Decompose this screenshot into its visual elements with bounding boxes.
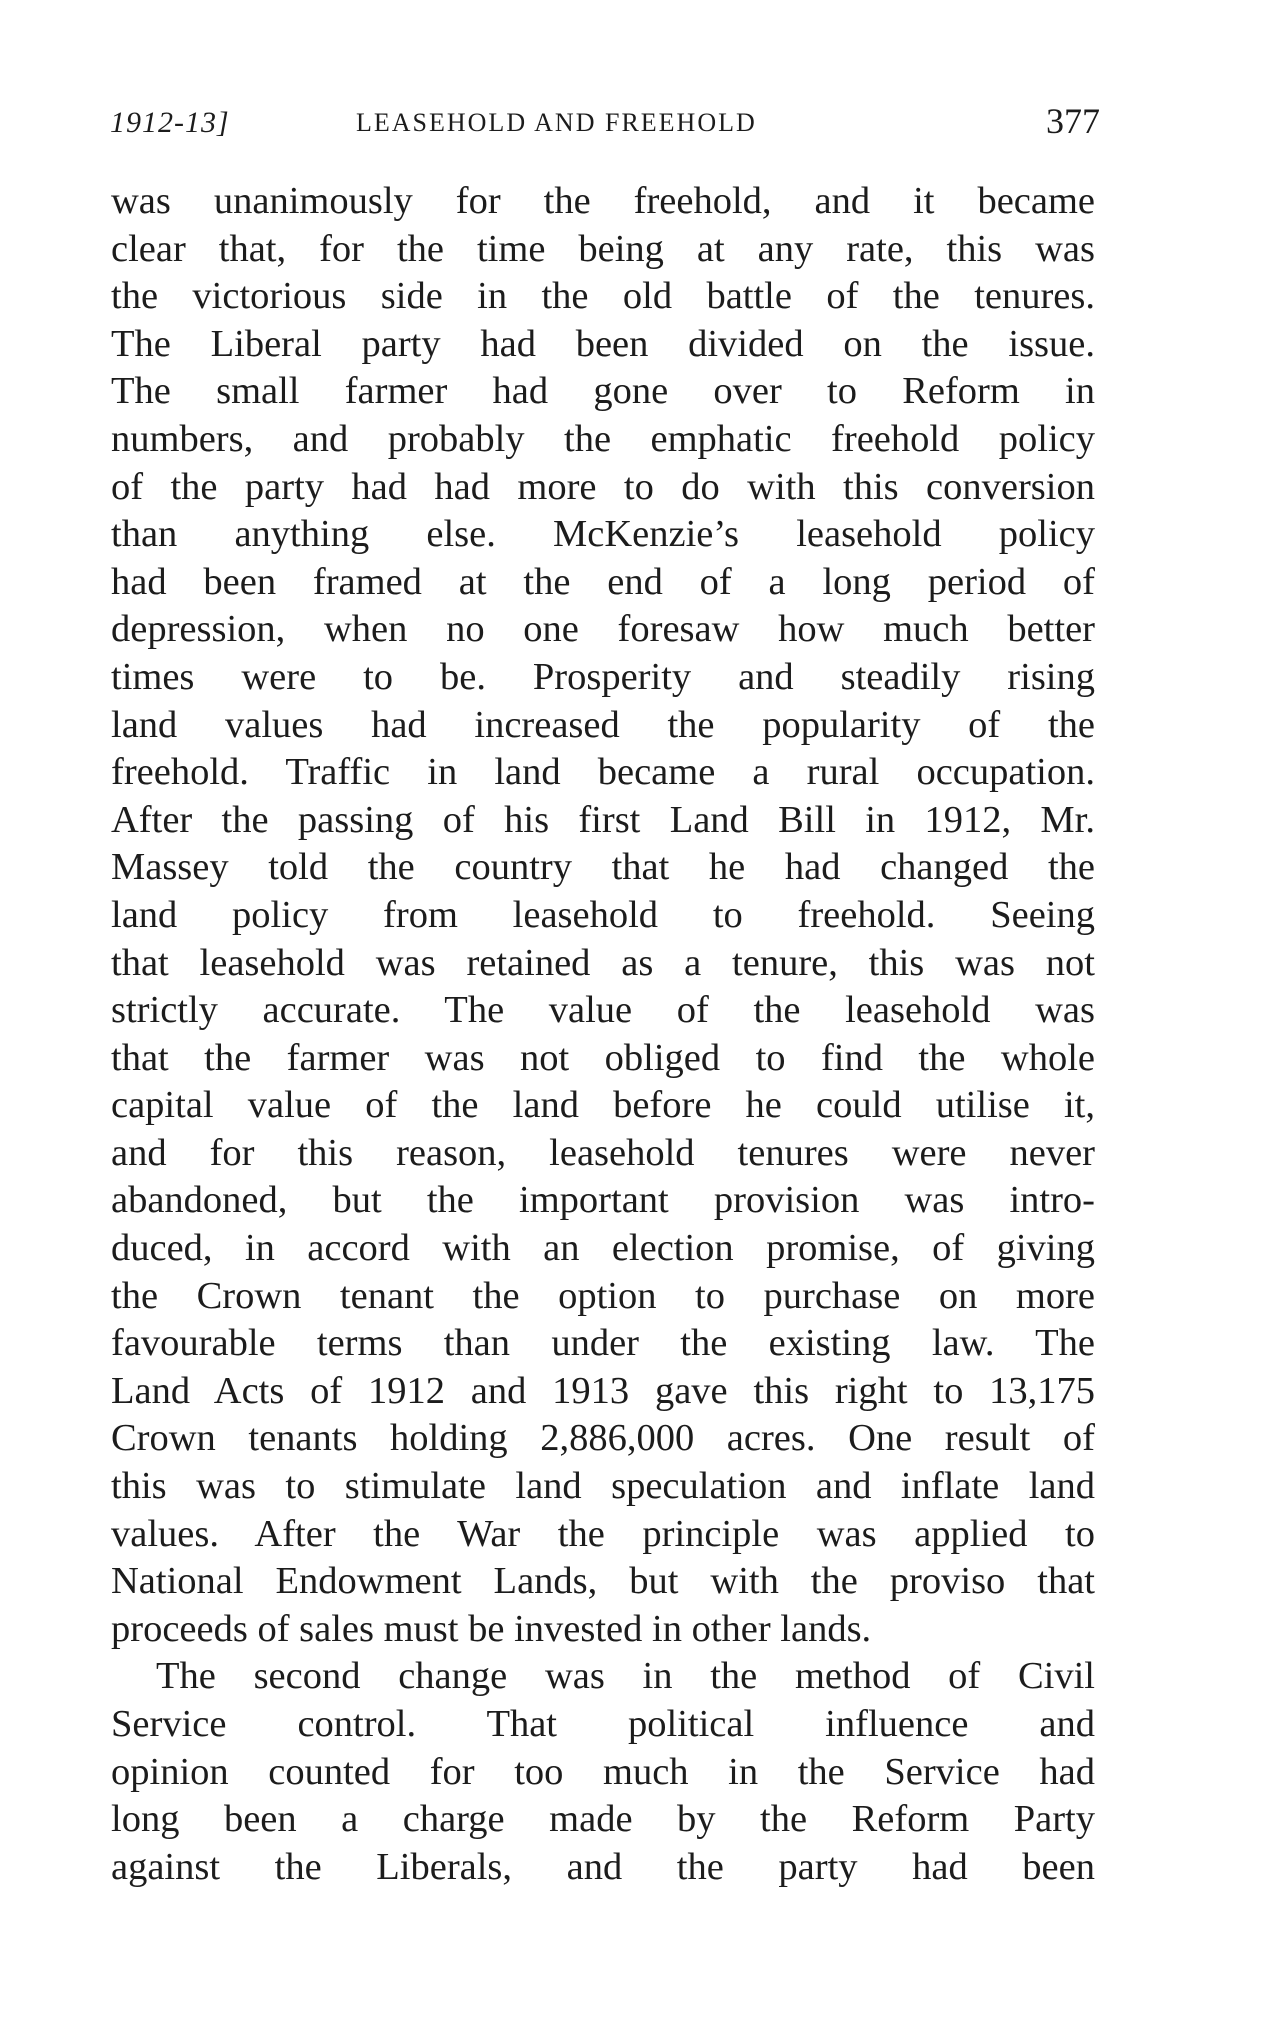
text-line: the victorious side in the old battle of the tenures. — [111, 275, 1095, 318]
text-line: against the Liberals, and the party had been — [111, 1845, 1095, 1888]
text-line: Massey told the country that he had changed the — [111, 846, 1095, 889]
text-line: opinion counted for too much in the Service had — [111, 1750, 1095, 1793]
page-number: 377 — [1046, 101, 1100, 141]
running-head-title: LEASEHOLD AND FREEHOLD — [356, 108, 757, 137]
text-line: the Crown tenant the option to purchase on more — [111, 1274, 1095, 1317]
text-line: values. After the War the principle was applied to — [111, 1512, 1095, 1555]
text-line: National Endowment Lands, but with the proviso that — [111, 1560, 1095, 1603]
running-head — [110, 100, 1100, 144]
body-text — [111, 178, 1095, 1891]
text-line: The small farmer had gone over to Reform in — [111, 370, 1095, 413]
text-line: depression, when no one foresaw how much better — [111, 608, 1095, 651]
text-line: and for this reason, leasehold tenures were never — [111, 1131, 1095, 1174]
text-line: favourable terms than under the existing law. The — [111, 1322, 1095, 1365]
text-line: After the passing of his first Land Bill in 1912, Mr. — [111, 798, 1095, 841]
text-line: times were to be. Prosperity and steadily rising — [111, 655, 1095, 698]
text-line: The second change was in the method of Civil — [156, 1655, 1095, 1698]
text-line: that the farmer was not obliged to find the whole — [111, 1036, 1095, 1079]
text-line: land values had increased the popularity of the — [111, 703, 1095, 746]
text-line: had been framed at the end of a long period of — [111, 560, 1095, 603]
text-line: Land Acts of 1912 and 1913 gave this right to 13,175 — [111, 1369, 1095, 1412]
text-line: than anything else. McKenzie’s leasehold policy — [111, 513, 1095, 556]
text-line: Crown tenants holding 2,886,000 acres. One result of — [111, 1417, 1095, 1460]
text-line: strictly accurate. The value of the leasehold was — [111, 989, 1095, 1032]
text-line: this was to stimulate land speculation and inflate land — [111, 1465, 1095, 1508]
text-line: freehold. Traffic in land became a rural occupation. — [111, 751, 1095, 794]
text-line: long been a charge made by the Reform Party — [111, 1798, 1095, 1841]
text-line: of the party had had more to do with this conversion — [111, 465, 1095, 508]
text-line: land policy from leasehold to freehold. Seeing — [111, 893, 1095, 936]
running-head-years: 1912-13] — [110, 106, 230, 139]
text-line: proceeds of sales must be invested in other lands. — [111, 1607, 872, 1650]
text-line: numbers, and probably the emphatic freehold policy — [111, 417, 1095, 460]
text-line: clear that, for the time being at any rate, this was — [111, 227, 1095, 270]
text-line: abandoned, but the important provision was intro- — [111, 1179, 1095, 1222]
text-line: duced, in accord with an election promise, of giving — [111, 1227, 1095, 1270]
text-line: that leasehold was retained as a tenure, this was not — [111, 941, 1095, 984]
text-line: Service control. That political influence and — [111, 1703, 1095, 1745]
text-line: capital value of the land before he could utilise it, — [111, 1084, 1095, 1127]
text-line: The Liberal party had been divided on the issue. — [111, 322, 1095, 365]
text-line: was unanimously for the freehold, and it became — [111, 180, 1095, 222]
